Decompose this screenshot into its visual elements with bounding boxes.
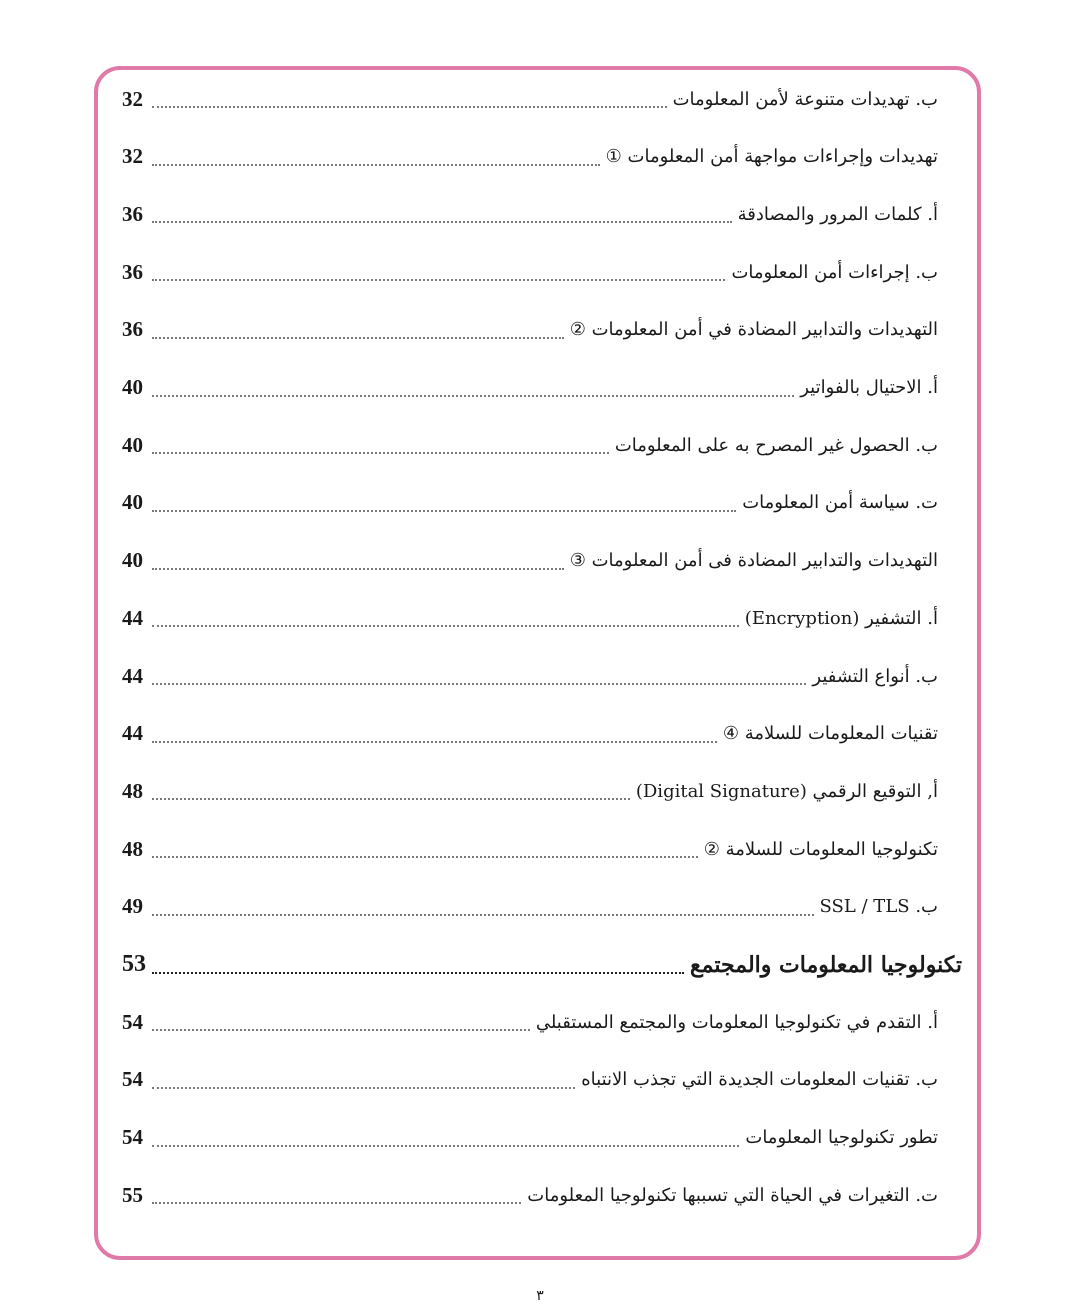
toc-entry[interactable] — [122, 714, 962, 754]
toc-chapter-heading[interactable] — [122, 945, 962, 985]
toc-entry-title: ب. تقنيات المعلومات الجديدة التي تجذب الانتباه — [581, 1069, 938, 1091]
toc-entry-title: التهديدات والتدابير المضادة في أمن المعلومات ② — [569, 319, 938, 341]
dot-leader — [152, 568, 564, 570]
toc-page-number: 40 — [122, 548, 143, 573]
toc-entry-title: ت. التغيرات في الحياة التي تسببها تكنولوجيا المعلومات — [527, 1184, 938, 1206]
dot-leader — [152, 337, 564, 339]
toc-entry[interactable] — [122, 598, 962, 638]
toc-entry[interactable] — [122, 887, 962, 927]
toc-entry[interactable] — [122, 1060, 962, 1100]
toc-entry-title: أ. التقدم في تكنولوجيا المعلومات والمجتمع المستقبلي — [535, 1011, 938, 1033]
toc-entry-title: تكنولوجيا المعلومات للسلامة ② — [703, 838, 938, 860]
toc-entry[interactable] — [122, 425, 962, 465]
dot-leader — [152, 1145, 739, 1147]
toc-entry[interactable] — [122, 829, 962, 869]
dot-leader — [152, 1029, 530, 1031]
toc-entry-title: تكنولوجيا المعلومات والمجتمع — [689, 951, 962, 978]
dot-leader — [152, 1087, 575, 1089]
toc-page-number: 54 — [122, 1067, 143, 1092]
toc-entry[interactable] — [122, 483, 962, 523]
toc-entry-title: أ, التوقيع الرقمي (Digital Signature) — [635, 780, 938, 802]
toc-page-number: 48 — [122, 778, 143, 803]
toc-entry-title: تهديدات وإجراءات مواجهة أمن المعلومات ① — [605, 146, 938, 168]
toc-page-number: 55 — [122, 1182, 143, 1207]
dot-leader — [152, 1202, 521, 1204]
dot-leader — [152, 798, 630, 800]
dot-leader — [152, 106, 667, 108]
toc-entry[interactable] — [122, 194, 962, 234]
dot-leader — [152, 856, 698, 858]
toc-entry-title: ب. أنواع التشفير — [812, 665, 938, 687]
toc-entry-title: تقنيات المعلومات للسلامة ④ — [722, 723, 938, 745]
toc-entry-title: ب. تهديدات متنوعة لأمن المعلومات — [672, 88, 938, 110]
dot-leader — [152, 452, 609, 454]
toc-entry[interactable] — [122, 252, 962, 292]
dot-leader — [152, 279, 725, 281]
dot-leader — [152, 510, 736, 512]
toc-page-number: 32 — [122, 144, 143, 169]
toc-entry-title: ت. سياسة أمن المعلومات — [742, 492, 938, 514]
toc-page-number: 54 — [122, 1125, 143, 1150]
dot-leader — [152, 221, 732, 223]
toc-entry-title: تطور تكنولوجيا المعلومات — [745, 1127, 938, 1149]
toc-entry-title: ب. الحصول غير المصرح به على المعلومات — [614, 434, 938, 456]
toc-entry-title: ب. إجراءات أمن المعلومات — [731, 261, 938, 283]
toc-page-number: 36 — [122, 259, 143, 284]
toc-entry-title: أ. التشفير (Encryption) — [744, 607, 938, 629]
dot-leader — [152, 914, 814, 916]
toc-entry[interactable] — [122, 1002, 962, 1042]
toc-page-number: 40 — [122, 490, 143, 515]
toc-entry-title: ب. SSL / TLS — [819, 896, 938, 918]
toc-page-number: 32 — [122, 86, 143, 111]
toc-page-number: 48 — [122, 836, 143, 861]
toc-entry[interactable] — [122, 137, 962, 177]
dot-leader — [152, 395, 794, 397]
toc-entry-title: أ. كلمات المرور والمصادقة — [737, 203, 938, 225]
toc-page-number: 44 — [122, 605, 143, 630]
toc-page-number: 40 — [122, 375, 143, 399]
toc-entry-title: التهديدات والتدابير المضادة فى أمن المعلومات ③ — [569, 550, 938, 572]
toc-page-number: 53 — [122, 951, 146, 977]
toc-entry-title: أ. الاحتيال بالفواتير — [800, 377, 938, 398]
page-number-footer: ٣ — [536, 1288, 544, 1304]
toc-page-number: 44 — [122, 663, 143, 688]
dot-leader — [152, 683, 806, 685]
toc-page-number: 49 — [122, 894, 143, 919]
toc-page-number: 40 — [122, 432, 143, 457]
toc-page-number: 54 — [122, 1009, 143, 1034]
toc-entry[interactable] — [122, 79, 962, 119]
toc-page-number: 36 — [122, 201, 143, 226]
dot-leader — [152, 741, 717, 743]
dot-leader — [152, 164, 600, 166]
toc-entry[interactable] — [122, 771, 962, 811]
dot-leader — [152, 625, 739, 627]
toc-page-number: 44 — [122, 721, 143, 746]
toc-entry[interactable] — [122, 368, 962, 408]
toc-entry[interactable] — [122, 1175, 962, 1215]
toc-entry[interactable] — [122, 656, 962, 696]
dot-leader — [152, 972, 684, 974]
toc-page-number: 36 — [122, 317, 143, 342]
toc-entry[interactable] — [122, 310, 962, 350]
toc-entry[interactable] — [122, 541, 962, 581]
toc-entry[interactable] — [122, 1118, 962, 1158]
